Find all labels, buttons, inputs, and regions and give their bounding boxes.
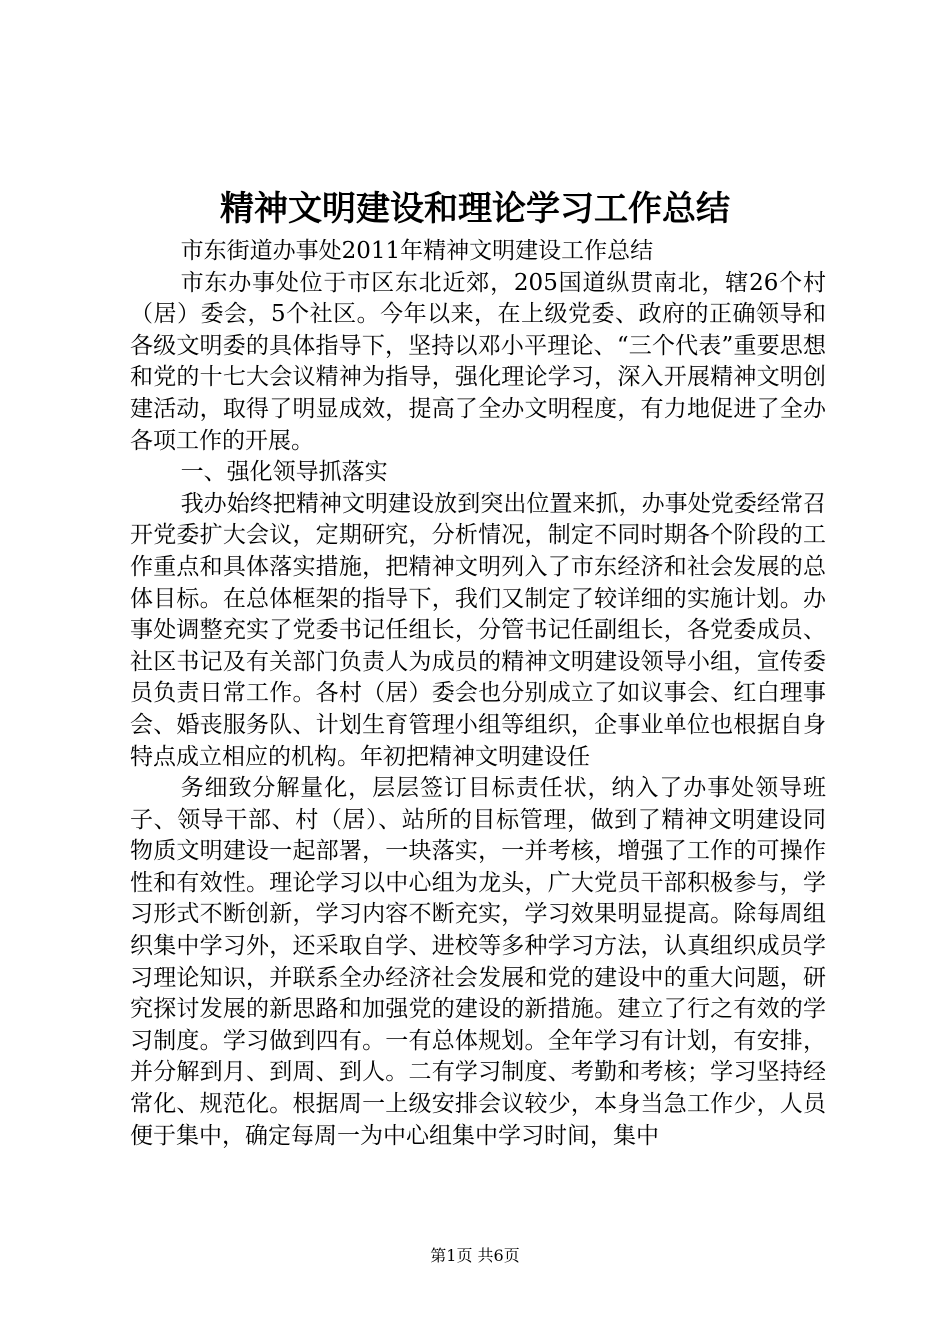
paragraph-study: 务细致分解量化，层层签订目标责任状，纳入了办事处领导班子、领导干部、村（居）、站所的目标管理，做到了精神文明建设同物质文明建设一起部署，一块落实，一并考核，增强了工作的可操作性和有效性。理论学习以中心组为龙头，广大党员干部积极参与，学习形式不断创新，学习内容不断充实，学习效果明显提高。除每周组织集中学习外，还采取自学、进校等多种学习方法，认真组织成员学习理论知识，并联系全办经济社会发展和党的建设中的重大问题，研究探讨发展的新思路和加强党的建设的新措施。建立了行之有效的学习制度。学习做到四有。一有总体规划。全年学习有计划，有安排，并分解到月、到周、到人。二有学习制度、考勤和考核；学习坚持经常化、规范化。根据周一上级安排会议较少，本身当急工作少，人员便于集中，确定每周一为中心组集中学习时间，集中 [130,775,826,1149]
section-heading: 一、强化领导抓落实 [180,459,388,486]
paragraph-intro: 市东办事处位于市区东北近郊，205国道纵贯南北，辖26个村（居）委会，5个社区。今年以来，在上级党委、政府的正确领导和各级文明委的具体指导下，坚持以邓小平理论、“三个代表”重要思想和党的十七大会议精神为指导，强化理论学习，深入开展精神文明创建活动，取得了明显成效，提高了全办文明程度，有力地促进了全办各项工作的开展。 [130,269,826,454]
paragraph-subtitle: 市东街道办事处2011年精神文明建设工作总结 [180,238,654,264]
document-title: 精神文明建设和理论学习工作总结 [220,189,730,229]
page-number-footer: 第1页 共6页 [430,1246,520,1265]
document-body [130,236,826,1152]
paragraph-leadership: 我办始终把精神文明建设放到突出位置来抓，办事处党委经常召开党委扩大会议，定期研究，分析情况，制定不同时期各个阶段的工作重点和具体落实措施，把精神文明列入了市东经济和社会发展的总体目标。在总体框架的指导下，我们又制定了较详细的实施计划。办事处调整充实了党委书记任组长，分管书记任副组长，各党委成员、社区书记及有关部门负责人为成员的精神文明建设领导小组，宣传委员负责日常工作。各村（居）委会也分别成立了如议事会、红白理事会、婚丧服务队、计划生育管理小组等组织，企事业单位也根据自身特点成立相应的机构。年初把精神文明建设任 [130,490,826,770]
